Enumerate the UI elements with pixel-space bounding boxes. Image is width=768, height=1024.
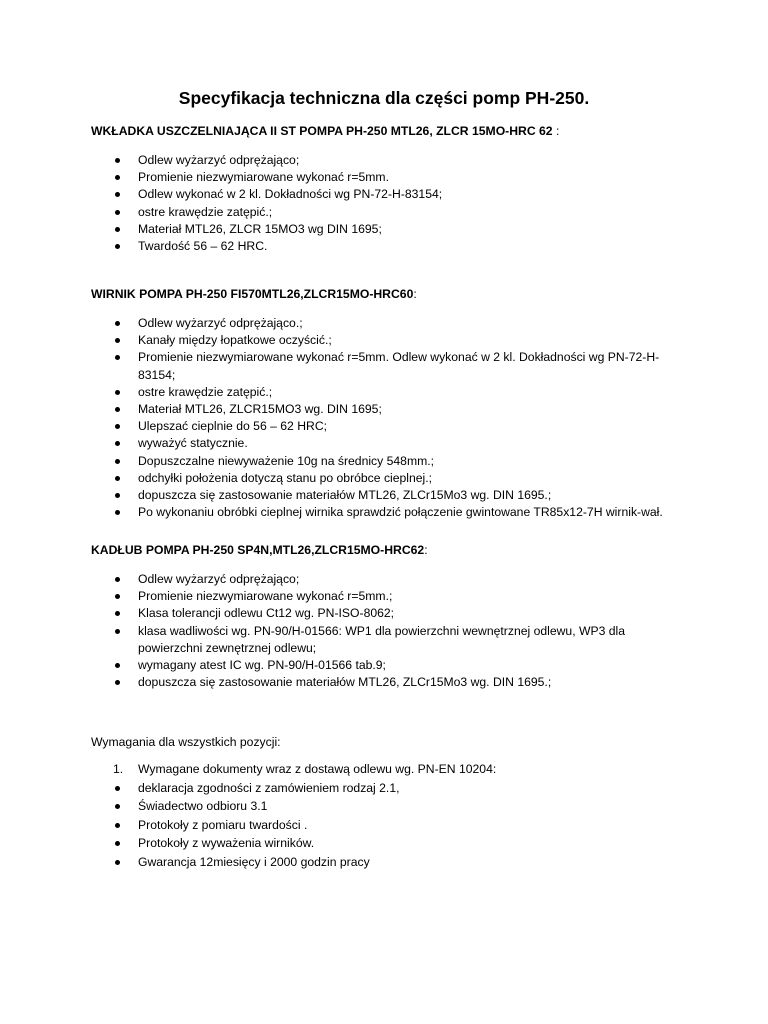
bullet-icon bbox=[115, 476, 120, 481]
bullet-icon bbox=[115, 493, 120, 498]
section-heading-suffix: : bbox=[552, 124, 560, 138]
list-item-text: Protokoły z pomiaru twardości . bbox=[138, 817, 308, 832]
list-item bbox=[91, 657, 678, 674]
section-heading bbox=[91, 123, 691, 140]
list-item bbox=[91, 315, 678, 332]
list-item-text: Dopuszczalne niewyważenie 10g na średnicy 548mm.; bbox=[138, 453, 435, 468]
list-item bbox=[91, 588, 678, 605]
bullet-icon bbox=[115, 611, 120, 616]
list-item-text: Wymagane dokumenty wraz z dostawą odlewu wg. PN-EN 10204: bbox=[138, 762, 497, 776]
list-item-text: dopuszcza się zastosowanie materiałów MTL26, ZLCr15Mo3 wg. DIN 1695.; bbox=[138, 488, 552, 503]
section-heading-suffix: : bbox=[413, 287, 417, 301]
list-item-text: Odlew wyżarzyć odprężająco.; bbox=[138, 316, 303, 330]
list-item-text: Promienie niezwymiarowane wykonać r=5mm. bbox=[138, 170, 389, 185]
list-item bbox=[91, 435, 678, 452]
list-item bbox=[91, 504, 678, 521]
requirements-heading: Wymagania dla wszystkich pozycji: bbox=[91, 735, 281, 749]
list-item bbox=[91, 605, 678, 622]
bullet-icon bbox=[115, 860, 120, 865]
list-item bbox=[91, 332, 678, 349]
list-item-text: deklaracja zgodności z zamówieniem rodzaj 2.1, bbox=[138, 780, 400, 795]
list-item-text: Promienie niezwymiarowane wykonać r=5mm.; bbox=[138, 589, 393, 604]
section-impeller bbox=[91, 286, 691, 521]
bullet-icon bbox=[115, 663, 120, 668]
list-item bbox=[91, 571, 678, 588]
bullet-icon bbox=[115, 823, 120, 828]
list-item-text: ostre krawędzie zatępić.; bbox=[138, 384, 273, 399]
list-item-text: Materiał MTL26, ZLCR 15MO3 wg DIN 1695; bbox=[138, 221, 382, 236]
bullet-icon bbox=[115, 629, 120, 634]
list-item-text: Promienie niezwymiarowane wykonać r=5mm. Odlew wykonać w 2 kl. Dokładności wg PN-72-H-83154; bbox=[138, 350, 660, 382]
list-item-text: klasa wadliwości wg. PN-90/H-01566: WP1 dla powierzchni wewnętrznej odlewu, WP3 dla powierzchni zewnętrznej odlewu; bbox=[138, 623, 626, 655]
list-item-text: Twardość 56 – 62 HRC. bbox=[138, 239, 268, 254]
section-heading-suffix: : bbox=[424, 543, 428, 557]
list-item-text: Materiał MTL26, ZLCR15MO3 wg. DIN 1695; bbox=[138, 402, 382, 417]
list-item bbox=[91, 169, 678, 186]
bullet-icon bbox=[115, 459, 120, 464]
list-item-text: Klasa tolerancji odlewu Ct12 wg. PN-ISO-8062; bbox=[138, 606, 395, 621]
bullet-icon bbox=[115, 804, 120, 809]
bullet-icon bbox=[115, 441, 120, 446]
section-heading-text: KADŁUB POMPA PH-250 SP4N,MTL26,ZLCR15MO-HRC62 bbox=[91, 543, 425, 557]
list-item-text: wyważyć statycznie. bbox=[138, 436, 248, 451]
list-item-text: odchyłki położenia dotyczą stanu po obróbce cieplnej.; bbox=[138, 470, 433, 485]
list-item bbox=[91, 779, 678, 798]
list-item-text: Odlew wykonać w 2 kl. Dokładności wg PN-72-H-83154; bbox=[138, 187, 443, 202]
document-title: Specyfikacja techniczna dla części pomp PH-250. bbox=[178, 88, 590, 108]
section-bullet-list bbox=[91, 152, 691, 255]
list-item bbox=[91, 204, 678, 221]
bullet-icon bbox=[115, 786, 120, 791]
bullet-icon bbox=[115, 338, 120, 343]
section-heading-text: WKŁADKA USZCZELNIAJĄCA II ST POMPA PH-250 MTL26, ZLCR 15MO-HRC 62 bbox=[91, 124, 553, 138]
bullet-icon bbox=[115, 192, 120, 197]
bullet-icon bbox=[115, 841, 120, 846]
bullet-icon bbox=[115, 158, 120, 163]
section-heading bbox=[91, 286, 691, 303]
list-item bbox=[91, 384, 678, 401]
list-item bbox=[91, 221, 678, 238]
list-item bbox=[91, 797, 678, 816]
section-pump-casing bbox=[91, 542, 691, 691]
section-heading bbox=[91, 542, 691, 559]
list-item bbox=[91, 453, 678, 470]
list-item bbox=[91, 834, 678, 853]
list-item bbox=[91, 487, 678, 504]
list-item-text: Świadectwo odbioru 3.1 bbox=[138, 799, 268, 813]
list-item-text: Ulepszać cieplnie do 56 – 62 HRC; bbox=[138, 419, 328, 434]
bullet-icon bbox=[115, 227, 120, 232]
bullet-icon bbox=[115, 321, 120, 326]
list-item-text: ostre krawędzie zatępić.; bbox=[138, 204, 273, 219]
requirements-numbered-list bbox=[91, 760, 691, 779]
list-item bbox=[91, 349, 678, 383]
requirements-bullet-list bbox=[91, 779, 691, 872]
bullet-icon bbox=[115, 680, 120, 685]
numbered-list-item bbox=[91, 760, 691, 779]
list-item-text: dopuszcza się zastosowanie materiałów MTL26, ZLCr15Mo3 wg. DIN 1695.; bbox=[138, 675, 552, 690]
list-item bbox=[91, 418, 678, 435]
list-item bbox=[91, 152, 678, 169]
section-bullet-list bbox=[91, 315, 691, 521]
bullet-icon bbox=[115, 355, 120, 360]
list-item bbox=[91, 816, 678, 835]
list-item-text: Gwarancja 12miesięcy i 2000 godzin pracy bbox=[138, 854, 370, 869]
list-item bbox=[91, 238, 678, 255]
bullet-icon bbox=[115, 175, 120, 180]
bullet-icon bbox=[115, 210, 120, 215]
list-item-text: Odlew wyżarzyć odprężająco; bbox=[138, 153, 300, 167]
section-general-requirements bbox=[91, 734, 691, 871]
list-item-text: Kanały między łopatkowe oczyścić.; bbox=[138, 333, 332, 348]
list-item-text: wymagany atest IC wg. PN-90/H-01566 tab.9; bbox=[138, 658, 386, 673]
section-seal-insert bbox=[91, 123, 691, 255]
list-item bbox=[91, 623, 678, 657]
bullet-icon bbox=[115, 510, 120, 515]
list-item bbox=[91, 674, 678, 691]
list-item bbox=[91, 401, 678, 418]
list-item bbox=[91, 470, 678, 487]
section-heading-text: WIRNIK POMPA PH-250 FI570MTL26,ZLCR15MO-HRC60 bbox=[91, 287, 414, 301]
section-bullet-list bbox=[91, 571, 691, 691]
bullet-icon bbox=[115, 594, 120, 599]
list-item-text: Protokoły z wyważenia wirników. bbox=[138, 836, 315, 850]
list-item-text: Po wykonaniu obróbki cieplnej wirnika sprawdzić połączenie gwintowane TR85x12-7H wirnik-wał. bbox=[138, 505, 663, 520]
bullet-icon bbox=[115, 244, 120, 249]
bullet-icon bbox=[115, 407, 120, 412]
list-number: 1. bbox=[113, 762, 124, 776]
bullet-icon bbox=[115, 390, 120, 395]
list-item bbox=[91, 186, 678, 203]
list-item bbox=[91, 853, 678, 872]
list-item-text: Odlew wyżarzyć odprężająco; bbox=[138, 572, 300, 586]
bullet-icon bbox=[115, 577, 120, 582]
bullet-icon bbox=[115, 424, 120, 429]
